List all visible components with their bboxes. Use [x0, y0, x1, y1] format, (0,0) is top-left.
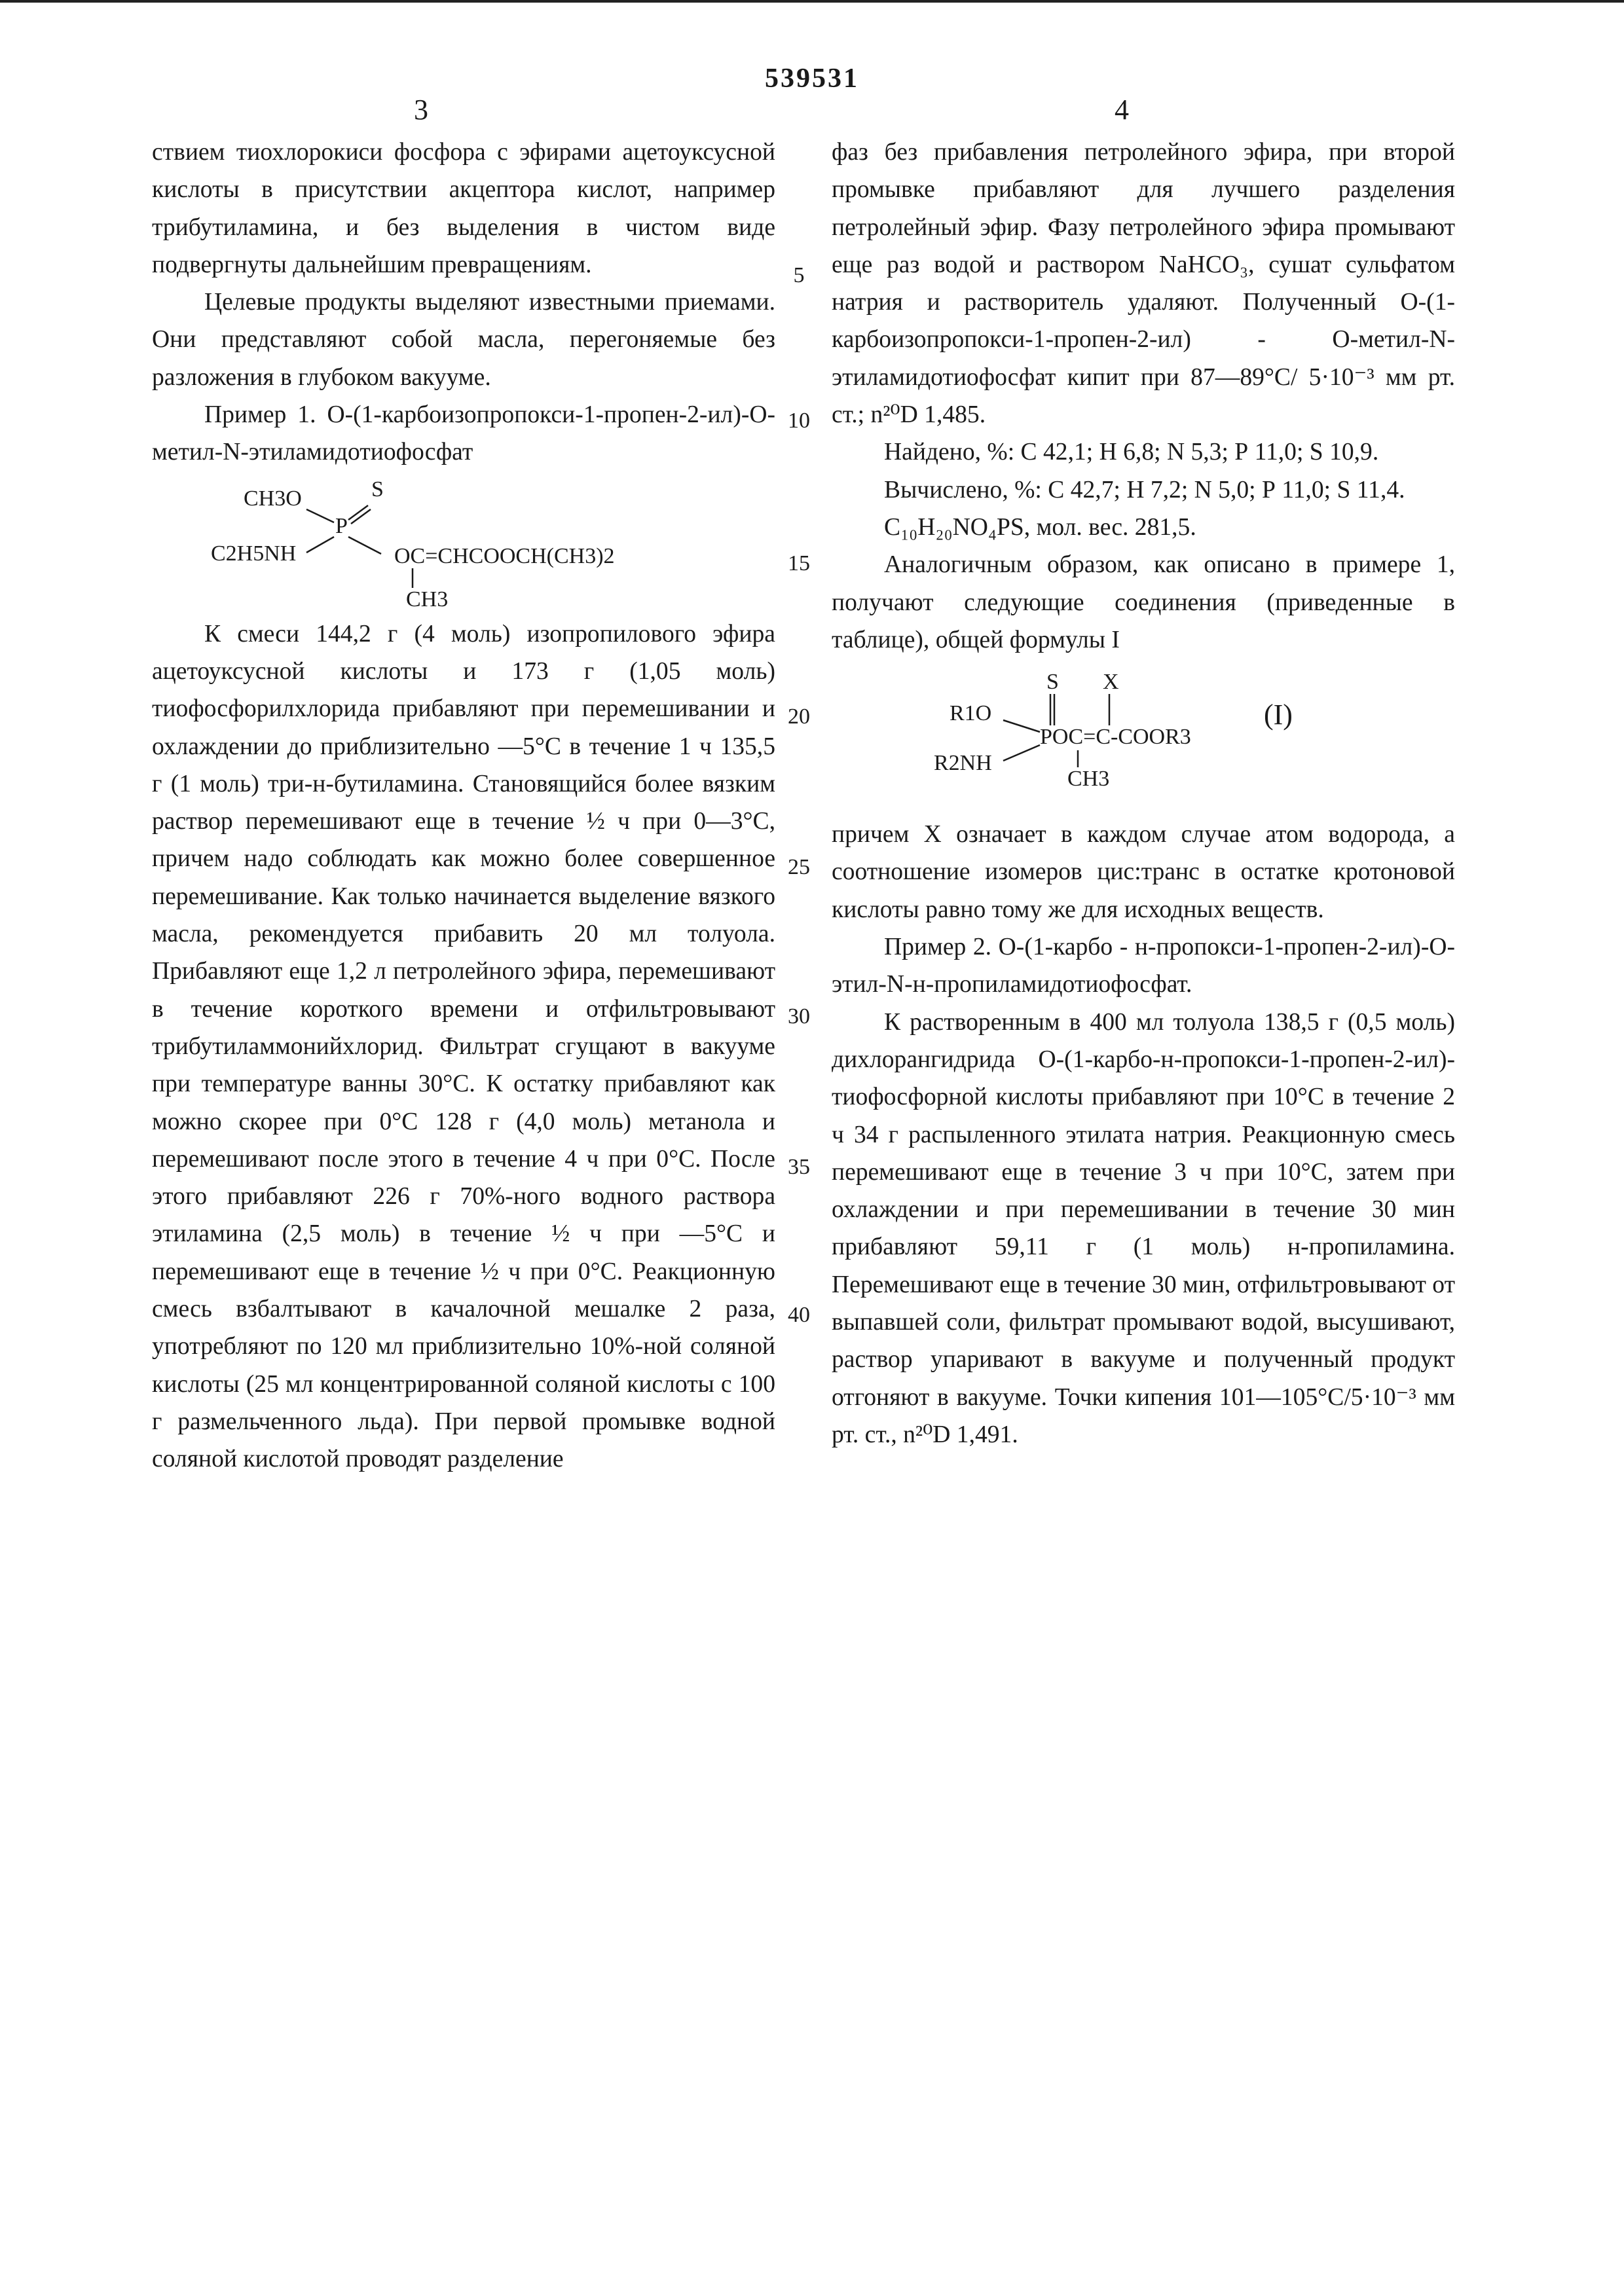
left-column	[152, 134, 775, 1478]
example-2-title: Пример 2. О-(1-карбо - н-пропокси-1-пропен-2-ил)-О-этил-N-н-пропиламидотиофосфат.	[832, 934, 1455, 998]
line-number: 5	[793, 263, 805, 287]
structural-formula-1	[152, 471, 775, 615]
paragraph: причем X означает в каждом случае атом водорода, а соотношение изомеров цис:транс в остатке кротоновой кислоты равно тому же для исходных веществ.	[832, 821, 1455, 923]
line-number: 25	[788, 855, 810, 879]
top-rule	[0, 0, 1624, 3]
example-1-title: Пример 1. О-(1-карбоизопропокси-1-пропен-2-ил)-О-метил-N-этиламидотиофосфат	[152, 401, 775, 466]
formula-chain: OC=CHCOOCH(CH3)2	[394, 543, 615, 568]
formula-ch3: CH3	[1067, 767, 1110, 792]
analysis-calculated: Вычислено, %: С 42,7; Н 7,2; N 5,0; Р 11,0; S 11,4.	[884, 476, 1405, 503]
line-number: 20	[788, 704, 810, 729]
line-number: 15	[788, 551, 810, 575]
formula-p: P	[335, 513, 348, 538]
line-number: 40	[788, 1303, 810, 1327]
formula-nh: C2H5NH	[211, 541, 297, 566]
formula-r1o: R1O	[950, 701, 992, 726]
paragraph: Целевые продукты выделяют известными приемами. Они представляют собой масла, перегоняемые без разложения в глубоком вакууме.	[152, 289, 775, 391]
analysis-found: Найдено, %: С 42,1; Н 6,8; N 5,3; Р 11,0; S 10,9.	[884, 439, 1379, 466]
line-number: 35	[788, 1155, 810, 1179]
formula-r2nh: R2NH	[934, 751, 992, 776]
paragraph: К смеси 144,2 г (4 моль) изопропилового эфира ацетоуксусной кислоты и 173 г (1,05 моль) тиофосфорилхлорида прибавляют при перемешивании и охлаждении до приблизительно —5°С в течение 1 ч 135,5 г (1 моль) три-н-бутиламина. Становящийся более вязким раствор перемешивают еще в течение ½ ч при 0—3°С, причем надо соблюдать как можно более совершенное перемешивание. Как только начинается выделение вязкого масла, рекомендуется прибавить 20 мл толуола. Прибавляют еще 1,2 л петролейного эфира, перемешивают в течение короткого времени и отфильтровывают трибутиламмонийхлорид. Фильтрат сгущают в вакууме при температуре ванны 30°С. К остатку прибавляют как можно скорее при 0°С 128 г (4,0 моль) метанола и перемешивают после этого в течение 4 ч при 0°С. После этого прибавляют 226 г 70%-ного водного раствора этиламина (2,5 моль) в течение ½ ч при —5°С и перемешивают еще в течение ½ ч при 0°С. Реакционную смесь взбалтывают в качалочной мешалке 2 раза, употребляют по 120 мл приблизительно 10%-ной соляной кислоты (25 мл концентрированной соляной кислоты с 100 г размельченного льда). При первой промывке водной соляной кислотой проводят разделение	[152, 620, 775, 1473]
paragraph: К растворенным в 400 мл толуола 138,5 г (0,5 моль) дихлорангидрида О-(1-карбо-н-пропокси-1-пропен-2-ил)-тиофосфорной кислоты прибавляют при 10°С в течение 2 ч 34 г распыленного этилата натрия. Реакционную смесь перемешивают еще в течение 3 ч при 10°С, затем при охлаждении и при перемешивании в течение 30 мин прибавляют 59,11 г (1 моль) н-пропиламина. Перемешивают еще в течение 30 мин, отфильтровывают от выпавшей соли, фильтрат промывают водой, высушивают, раствор упаривают в вакууме и полученный продукт отгоняют в вакууме. Точки кипения 101—105°С/5·10⁻³ мм рт. ст., n²⁰D 1,491.	[832, 1008, 1455, 1448]
page-number-left: 3	[414, 94, 428, 126]
paragraph: фаз без прибавления петролейного эфира, при второй промывке прибавляют для лучшего разделения петролейный эфир. Фазу петролейного эфира промывают еще раз водой и раствором NaHCO₃, сушат сульфатом натрия и растворитель удаляют. Полученный О-(1-карбоизопропокси-1-пропен-2-ил) - О-метил-N-этиламидотиофосфат кипит при 87—89°С/ 5·10⁻³ мм рт. ст.; n²⁰D 1,485.	[832, 139, 1455, 429]
formula-label: (I)	[1264, 699, 1293, 731]
formula-ch3: CH3	[406, 587, 449, 611]
molecular-formula: C₁₀H₂₀NO₄PS, мол. вес. 281,5.	[884, 513, 1196, 541]
page-number-right: 4	[1115, 94, 1129, 126]
line-number: 30	[788, 1004, 810, 1029]
formula-x: X	[1103, 670, 1119, 695]
paragraph: ствием тиохлорокиси фосфора с эфирами ацетоуксусной кислоты в присутствии акцептора кислот, например трибутиламина, и без выделения в чистом виде подвергнуты дальнейшим превращениям.	[152, 139, 775, 278]
general-formula-I	[832, 659, 1455, 816]
paragraph: Аналогичным образом, как описано в примере 1, получают следующие соединения (приведенные в таблице), общей формулы I	[832, 551, 1455, 653]
formula-s: S	[1046, 670, 1059, 695]
formula-s: S	[371, 477, 384, 501]
formula-poc: POC=C-COOR3	[1040, 725, 1191, 750]
formula-och3: CH3O	[244, 486, 302, 511]
patent-number: 539531	[765, 64, 859, 94]
right-column	[832, 134, 1455, 1453]
line-number: 10	[788, 409, 810, 433]
